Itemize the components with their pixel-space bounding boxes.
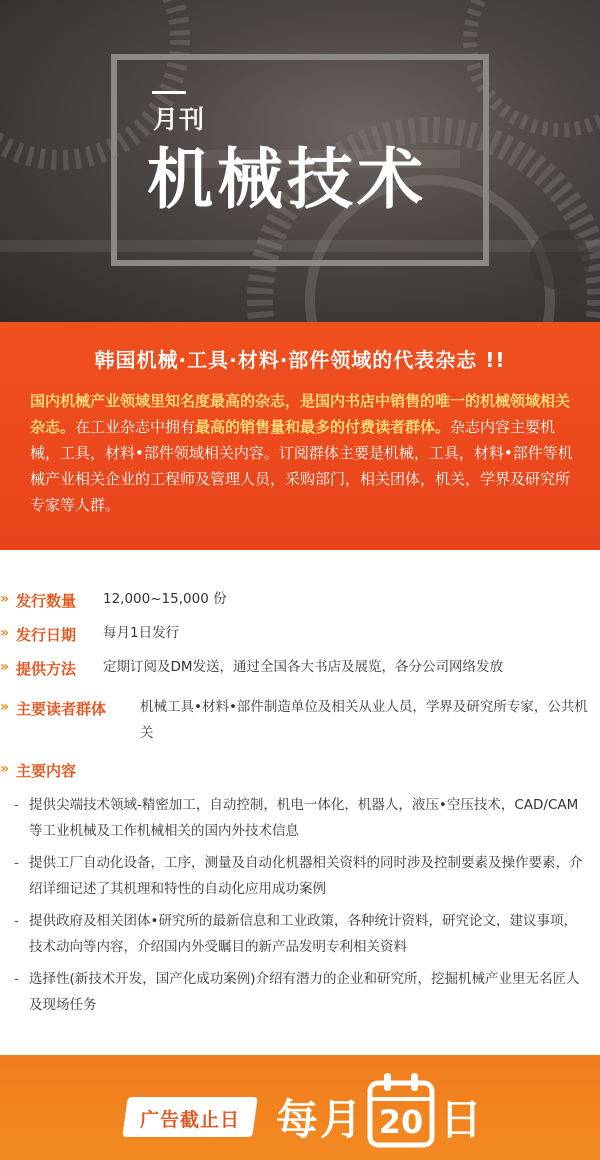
- deadline-footer: [0, 1055, 600, 1160]
- bullet-dash: -: [14, 913, 19, 929]
- deadline-day-number: 20: [378, 1103, 424, 1141]
- info-value: 每月1日发行: [103, 625, 180, 641]
- bullet-dash: -: [14, 971, 19, 987]
- kicker-monthly: 月刊: [153, 105, 206, 134]
- deadline-tag-label: 广告截止日: [139, 1109, 240, 1131]
- info-label: 发行数量: [16, 592, 77, 610]
- day-unit-text: 日: [440, 1095, 483, 1144]
- info-value: 定期订阅及DM发送，通过全国各大书店及展览，各分公司网络发放: [103, 659, 504, 675]
- intro-headline: 韩国机械·工具·材料·部件领域的代表杂志 !!: [94, 348, 506, 372]
- bullet-dash: -: [14, 855, 19, 871]
- intro-text-1: 在工业杂志中拥有: [75, 418, 196, 436]
- info-label: 提供方法: [16, 660, 77, 678]
- chevron-right-icon: »: [0, 625, 10, 641]
- info-value: 机械工具•材料•部件制造单位及相关从业人员，学界及研究所专家，公共机关: [140, 699, 588, 741]
- intro-text-2: 杂志内容主要机械，工具，材料•部件领域相关内容。订阅群体主要是机械，工具，材料•部件等机械产业相关企业的工程师及管理人员，采购部门，相关团体，机关，学界及研究所专家等人群。: [30, 418, 573, 514]
- chevron-right-icon: »: [0, 761, 10, 777]
- every-month-text: 每月: [276, 1095, 365, 1144]
- list-item-text: 提供政府及相关团体•研究所的最新信息和工业政策，各种统计资料，研究论文，建议事项，技术动向等内容，介绍国内外受瞩目的新产品发明专利相关资料: [29, 913, 577, 955]
- hero-banner: [0, 0, 600, 322]
- magazine-title: 机械技术: [147, 141, 427, 218]
- intro-highlight-1: 国内机械产业领域里知名度最高的杂志，是国内书店中销售的唯一的机械领域相关杂志。: [30, 392, 571, 436]
- intro-paragraph: [30, 388, 575, 518]
- info-label: 主要读者群体: [16, 700, 107, 718]
- kicker-overline: [152, 91, 186, 94]
- chevron-right-icon: »: [0, 591, 10, 607]
- chevron-right-icon: »: [0, 699, 10, 715]
- info-label: 发行日期: [16, 626, 77, 644]
- list-item-text: 提供工厂自动化设备，工序，测量及自动化机器相关资料的同时涉及控制要素及操作要素，介绍详细记述了其机理和特性的自动化应用成功案例: [29, 855, 583, 897]
- intro-section: [0, 322, 600, 550]
- intro-highlight-2: 最高的销售量和最多的付费读者群体。: [195, 418, 451, 436]
- list-item-text: 提供尖端技术领域-精密加工，自动控制，机电一体化，机器人，液压•空压技术，CAD/CAM等工业机械及工作机械相关的国内外技术信息: [29, 797, 579, 839]
- list-item-text: 选择性(新技术开发，国产化成功案例)介绍有潜力的企业和研究所，挖掘机械产业里无名匠人及现场任务: [29, 971, 580, 1013]
- info-label: 主要内容: [16, 762, 77, 780]
- bullet-dash: -: [14, 797, 19, 813]
- chevron-right-icon: »: [0, 659, 10, 675]
- title-frame: [111, 54, 489, 266]
- info-value: 12,000~15,000 份: [103, 591, 227, 607]
